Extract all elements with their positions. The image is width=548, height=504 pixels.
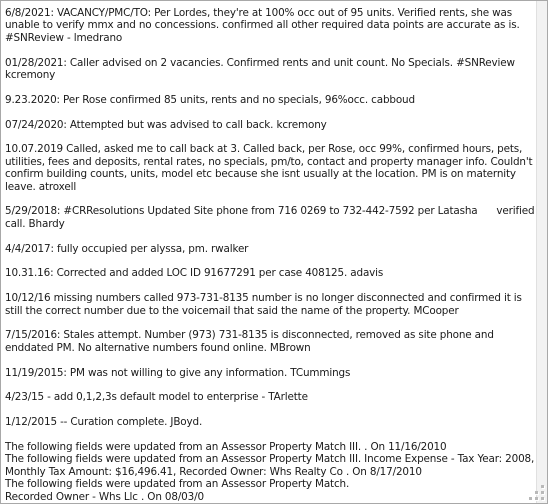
note-entry: 9.23.2020: Per Rose confirmed 85 units, rents and no specials, 96%occ. cabboud (5, 93, 415, 106)
note-entry: 7/15/2016: Stales attempt. Number (973) 731-8135 is disconnected, removed as site phone and enddated PM. No alternative numbers found online. MBrown (5, 329, 497, 354)
note-entry: 11/19/2015: PM was not willing to give any information. TCummings (5, 366, 351, 379)
grip-dot (535, 491, 538, 494)
vertical-scrollbar[interactable] (536, 1, 547, 504)
note-entry: 5/29/2018: #CRResolutions Updated Site phone from 716 0269 to 732-442-7592 per Latasha verified call. Bhardy (5, 205, 535, 230)
grip-dot (535, 497, 538, 500)
grip-dot (529, 497, 532, 500)
grip-dot (541, 491, 544, 494)
grip-dot (541, 485, 544, 488)
notes-text-area[interactable] (1, 1, 539, 504)
note-entry: 07/24/2020: Attempted but was advised to call back. kcremony (5, 118, 327, 131)
note-entry: 4/4/2017: fully occupied per alyssa, pm. rwalker (5, 242, 249, 255)
note-entry: 4/23/15 - add 0,1,2,3s default model to enterprise - TArlette (5, 391, 308, 404)
note-entry: 1/12/2015 -- Curation complete. JBoyd. (5, 416, 203, 429)
assessor-update-line: The following fields were updated from an Assessor Property Match III. Income Expense - Tax Year: 2008, Monthly Tax Amount: $16,496.41, Recorded Owner: Whs Realty Co . On 8/17/2010 (5, 453, 535, 478)
assessor-update-line: The following fields were updated from an Assessor Property Match III. . On 11/16/2010 (5, 441, 447, 454)
grip-dot (541, 497, 544, 500)
resize-grip-icon[interactable] (524, 480, 546, 502)
note-entry: 10.31.16: Corrected and added LOC ID 91677291 per case 408125. adavis (5, 267, 384, 280)
note-entry: 10/12/16 missing numbers called 973-731-8135 number is no longer disconnected and confirmed it is still the correct number due to the voicemail that said the name of the property. MCooper (5, 292, 525, 317)
note-entry: 10.07.2019 Called, asked me to call back at 3. Called back, per Rose, occ 99%, confirmed hours, pets, utilities, fees and deposits, rental rates, no specials, pm/to, contact and property manager info. Couldn't confirm building counts, units, model etc because she isnt usually at the location. PM is on maternity leave. atroxell (5, 143, 536, 193)
note-entry: 01/28/2021: Caller advised on 2 vacancies. Confirmed rents and unit count. No Specials. #SNReview kcremony (5, 56, 519, 82)
assessor-update-line: The following fields were updated from an Assessor Property Match. (5, 478, 350, 491)
assessor-update-line: Recorded Owner - Whs Llc . On 08/03/0 (5, 490, 204, 503)
note-entry: 6/8/2021: VACANCY/PMC/TO: Per Lordes, they're at 100% occ out of 95 units. Verified rents, she was unable to verify mmx and no concessions. confirmed all other required data points are accurate as is. #SNReview - lmedrano (5, 7, 523, 44)
